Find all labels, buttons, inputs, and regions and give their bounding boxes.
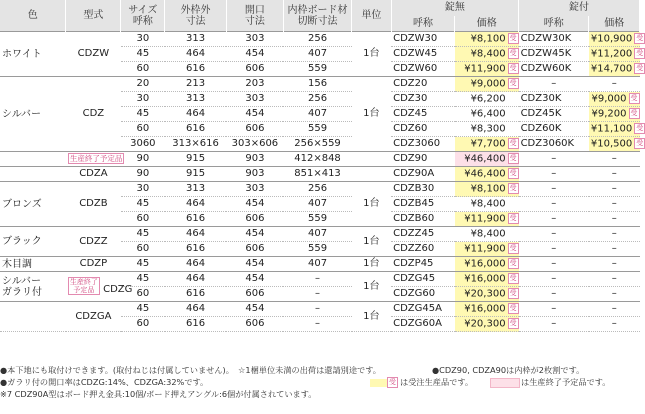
nolock-price: ¥16,000	[464, 303, 506, 315]
cut-cell: 559	[283, 242, 351, 257]
withlock-code-cell: –	[519, 302, 589, 317]
outer-cell: 313×616	[165, 137, 227, 152]
made-to-order-icon: 受	[630, 108, 638, 117]
nolock-price-cell	[455, 167, 519, 182]
withlock-code-cell: CDZ45K	[519, 107, 589, 122]
discontinued-tag: 生産終了予定品	[69, 154, 123, 163]
size-cell: 45	[121, 47, 165, 62]
header-unit: 単位	[352, 0, 392, 32]
withlock-code-cell: CDZW45K	[519, 47, 589, 62]
made-to-order-icon: 受	[509, 78, 517, 87]
nolock-price: ¥8,400	[470, 198, 506, 210]
nolock-price-cell	[455, 92, 519, 107]
outer-cell: 213	[165, 77, 227, 92]
nolock-price-cell	[455, 272, 519, 287]
header-cut	[283, 0, 351, 32]
size-cell: 45	[121, 302, 165, 317]
size-cell: 60	[121, 122, 165, 137]
note-line-1: ●本下地にも取付けできます。(取付ねじは付属していません)。 ☆1梱単位未満の出荷は還請別途です。	[0, 365, 381, 375]
legend-yellow-text: は受注生産品です。	[400, 377, 474, 387]
outer-cell: 464	[165, 197, 227, 212]
note-line-3: ※7 CDZ90A型はボード押え金具:10個/ボード押えアングル:6個が付属されています。	[0, 389, 317, 399]
table-row	[0, 167, 640, 182]
outer-cell: 464	[165, 302, 227, 317]
model-cell	[66, 167, 121, 182]
outer-cell: 464	[165, 107, 227, 122]
cut-cell: 559	[283, 212, 351, 227]
color-label: ブロンズ	[2, 198, 42, 210]
cut-cell: 559	[283, 122, 351, 137]
nolock-price-cell	[455, 197, 519, 212]
nolock-price-cell	[455, 242, 519, 257]
header-size	[121, 0, 165, 32]
opening-cell: 606	[226, 287, 283, 302]
made-to-order-icon: 受	[630, 93, 638, 102]
nolock-code-cell: CDZ60	[391, 122, 455, 137]
note-row-3	[0, 388, 640, 400]
withlock-price-cell	[589, 47, 644, 62]
nolock-code-cell: CDZ90A	[391, 167, 455, 182]
nolock-price: ¥16,000	[464, 273, 506, 285]
header-nolock-price: 価格	[455, 16, 519, 32]
model-cell	[66, 227, 121, 257]
nolock-price-cell	[455, 152, 519, 167]
model-cell	[66, 152, 121, 167]
withlock-price-cell	[589, 107, 640, 122]
nolock-price: ¥6,200	[470, 93, 506, 105]
withlock-code-cell: –	[519, 152, 589, 167]
opening-cell: 454	[226, 227, 283, 242]
opening-cell: 303×606	[226, 137, 283, 152]
outer-cell: 464	[165, 257, 227, 272]
note-row-1	[0, 364, 640, 376]
outer-cell: 313	[165, 92, 227, 107]
withlock-price-cell: –	[589, 287, 640, 302]
header-opening-text: 開口 寸法	[244, 4, 265, 27]
nolock-price: ¥11,900	[464, 243, 506, 255]
nolock-price: ¥20,300	[464, 288, 506, 300]
header-withlock: 錠付	[519, 0, 640, 16]
opening-cell: 454	[226, 302, 283, 317]
nolock-price-cell	[455, 227, 519, 242]
cut-cell: 407	[283, 257, 351, 272]
model-cell	[66, 182, 121, 227]
withlock-code-cell: –	[519, 197, 589, 212]
made-to-order-icon: 受	[509, 288, 517, 297]
nolock-price: ¥8,100	[470, 183, 506, 195]
nolock-price: ¥46,400	[464, 168, 506, 180]
withlock-code-cell: CDZ60K	[519, 122, 589, 137]
table-row	[0, 77, 640, 92]
nolock-price: ¥8,400	[470, 228, 506, 240]
nolock-price-cell	[455, 62, 519, 77]
outer-cell: 313	[165, 182, 227, 197]
withlock-price-cell: –	[589, 152, 640, 167]
color-cell	[0, 152, 66, 167]
withlock-code-cell: CDZ30K	[519, 92, 589, 107]
note-line-2: ●ガラリ付の開口率はCDZG:14%、CDZGA:32%です。	[0, 377, 209, 387]
size-cell: 20	[121, 77, 165, 92]
color-label: シルバー ガラリ付	[2, 275, 42, 298]
model-cell	[66, 32, 121, 77]
cut-cell: 412×848	[283, 152, 351, 167]
nolock-price-cell	[455, 287, 519, 302]
nolock-code-cell: CDZP45	[391, 257, 455, 272]
withlock-price: ¥11,100	[590, 123, 633, 135]
model-label: CDZW	[77, 48, 110, 59]
size-cell: 45	[121, 107, 165, 122]
unit-cell: 1台	[352, 227, 392, 257]
opening-cell: 303	[226, 32, 283, 47]
nolock-price-cell	[455, 317, 519, 332]
made-to-order-icon: 受	[509, 213, 517, 222]
legend-yellow	[370, 376, 473, 388]
nolock-price: ¥9,000	[470, 78, 506, 90]
made-to-order-icon: 受	[509, 183, 517, 192]
unit-cell: 1台	[352, 32, 392, 77]
outer-cell: 616	[165, 317, 227, 332]
outer-cell: 915	[165, 152, 227, 167]
opening-cell: 203	[226, 77, 283, 92]
withlock-price: ¥9,000	[591, 93, 627, 105]
withlock-code-cell: –	[519, 257, 589, 272]
withlock-code-cell: –	[519, 317, 589, 332]
made-to-order-icon: 受	[509, 63, 517, 72]
cut-cell: 156	[283, 77, 351, 92]
note-row-2	[0, 376, 640, 388]
nolock-code-cell: CDZ90	[391, 152, 455, 167]
model-cell	[66, 257, 121, 272]
header-size-text: サイズ 呼称	[128, 4, 158, 27]
cut-cell: –	[283, 272, 351, 287]
opening-cell: 454	[226, 257, 283, 272]
made-to-order-icon: 受	[509, 138, 517, 147]
made-to-order-icon: 受	[509, 273, 517, 282]
outer-cell: 616	[165, 122, 227, 137]
outer-cell: 915	[165, 167, 227, 182]
color-cell	[0, 272, 66, 302]
made-to-order-icon: 受	[636, 33, 644, 42]
nolock-price-cell	[455, 257, 519, 272]
nolock-code-cell: CDZW30	[391, 32, 455, 47]
opening-cell: 606	[226, 212, 283, 227]
table-row	[0, 227, 640, 242]
opening-cell: 606	[226, 242, 283, 257]
withlock-price-cell: –	[589, 197, 640, 212]
cut-cell: –	[283, 317, 351, 332]
header-nolock: 錠無	[391, 0, 518, 16]
outer-cell: 313	[165, 32, 227, 47]
opening-cell: 606	[226, 317, 283, 332]
size-cell: 30	[121, 182, 165, 197]
made-to-order-icon: 受	[509, 48, 517, 57]
nolock-price-cell	[455, 77, 519, 92]
unit-cell	[352, 167, 392, 182]
model-label: CDZ	[82, 108, 105, 119]
withlock-code-cell: CDZ3060K	[519, 137, 589, 152]
withlock-price-cell	[589, 32, 644, 47]
cut-cell: 256	[283, 32, 351, 47]
withlock-code-cell: –	[519, 227, 589, 242]
opening-cell: 454	[226, 197, 283, 212]
outer-cell: 616	[165, 287, 227, 302]
note-line-1-right: ●CDZ90, CDZA90は内枠が2枚割です。	[432, 365, 585, 375]
discontinued-tag: 生産終了 予定品	[69, 278, 98, 294]
withlock-price-cell: –	[589, 302, 640, 317]
nolock-code-cell: CDZZ60	[391, 242, 455, 257]
withlock-price-cell: –	[589, 242, 640, 257]
made-to-order-icon: 受	[636, 63, 644, 72]
color-cell	[0, 167, 66, 182]
made-to-order-icon: 受	[509, 318, 517, 327]
withlock-price: ¥14,700	[590, 63, 633, 75]
nolock-code-cell: CDZW60	[391, 62, 455, 77]
nolock-price-cell	[455, 137, 519, 152]
model-label: CDZGA	[75, 310, 112, 322]
nolock-code-cell: CDZ45	[391, 107, 455, 122]
opening-cell: 606	[226, 62, 283, 77]
header-withlock-price: 価格	[589, 16, 640, 32]
withlock-price-cell: –	[589, 272, 640, 287]
nolock-price-cell	[455, 212, 519, 227]
cut-cell: –	[283, 287, 351, 302]
unit-cell: 1台	[352, 182, 392, 227]
size-cell: 60	[121, 212, 165, 227]
nolock-price: ¥20,300	[464, 318, 506, 330]
nolock-price-cell	[455, 107, 519, 122]
outer-cell: 616	[165, 62, 227, 77]
color-label: ブラック	[2, 236, 42, 247]
outer-cell: 464	[165, 227, 227, 242]
nolock-price: ¥11,900	[464, 63, 506, 75]
table-row	[0, 152, 640, 167]
legend-pink-text: は生産終了予定品です。	[521, 377, 611, 387]
opening-cell: 303	[226, 92, 283, 107]
made-to-order-icon: 受	[509, 168, 517, 177]
table-row	[0, 182, 640, 197]
withlock-price-cell	[589, 62, 644, 77]
nolock-code-cell: CDZB45	[391, 197, 455, 212]
nolock-price-cell	[455, 302, 519, 317]
nolock-code-cell: CDZ20	[391, 77, 455, 92]
header-outer	[165, 0, 227, 32]
made-to-order-icon: 受	[509, 258, 517, 267]
color-cell	[0, 227, 66, 257]
withlock-code-cell: CDZW30K	[519, 32, 589, 47]
size-cell: 30	[121, 92, 165, 107]
color-label: シルバー	[2, 108, 42, 120]
header-model: 型式	[66, 0, 121, 32]
cut-cell: 851×413	[283, 167, 351, 182]
color-cell	[0, 257, 66, 272]
model-label: CDZZ	[79, 235, 108, 247]
header-withlock-code: 呼称	[519, 16, 589, 32]
header-cut-text: 内枠ボード材 切断寸法	[287, 4, 348, 27]
opening-cell: 606	[226, 122, 283, 137]
cut-cell: 559	[283, 62, 351, 77]
size-cell: 3060	[121, 137, 165, 152]
withlock-price-cell	[589, 122, 644, 137]
spec-table-body	[0, 32, 644, 332]
nolock-code-cell: CDZG45	[391, 272, 455, 287]
unit-cell: 1台	[352, 272, 392, 302]
notes	[0, 364, 640, 400]
model-label: CDZA	[79, 168, 108, 179]
table-row	[0, 272, 640, 287]
made-to-order-icon: 受	[509, 243, 517, 252]
nolock-code-cell: CDZG45A	[391, 302, 455, 317]
nolock-price: ¥46,400	[464, 153, 506, 165]
nolock-price: ¥8,300	[470, 123, 506, 135]
withlock-code-cell: –	[519, 167, 589, 182]
color-label: 木目調	[2, 258, 32, 270]
size-cell: 45	[121, 272, 165, 287]
legend-pink-swatch	[490, 378, 520, 388]
cut-cell: 407	[283, 197, 351, 212]
withlock-code-cell: –	[519, 182, 589, 197]
nolock-price-cell	[455, 122, 519, 137]
withlock-code-cell: –	[519, 242, 589, 257]
outer-cell: 616	[165, 212, 227, 227]
withlock-price-cell	[589, 92, 640, 107]
size-cell: 45	[121, 227, 165, 242]
opening-cell: 454	[226, 272, 283, 287]
opening-cell: 303	[226, 182, 283, 197]
withlock-price: ¥10,500	[590, 138, 633, 150]
opening-cell: 454	[226, 47, 283, 62]
withlock-price: ¥9,200	[591, 108, 627, 120]
color-cell	[0, 302, 66, 332]
unit-cell: 1台	[352, 77, 392, 152]
made-to-order-icon: 受	[636, 123, 644, 132]
withlock-price-cell: –	[589, 182, 640, 197]
made-to-order-icon: 受	[636, 48, 644, 57]
nolock-price: ¥8,100	[470, 33, 506, 45]
withlock-price-cell: –	[589, 212, 640, 227]
header-color: 色	[0, 0, 66, 32]
model-cell	[66, 77, 121, 152]
nolock-price: ¥7,700	[470, 138, 506, 150]
cut-cell: 407	[283, 227, 351, 242]
withlock-code-cell: –	[519, 272, 589, 287]
withlock-price-cell: –	[589, 317, 640, 332]
cut-cell: –	[283, 302, 351, 317]
model-cell	[66, 272, 133, 302]
nolock-price: ¥16,000	[464, 258, 506, 270]
size-cell: 90	[121, 167, 165, 182]
cut-cell: 256	[283, 92, 351, 107]
nolock-code-cell: CDZ3060	[391, 137, 455, 152]
withlock-price-cell: –	[589, 167, 640, 182]
withlock-code-cell: –	[519, 77, 589, 92]
withlock-code-cell: CDZW60K	[519, 62, 589, 77]
made-to-order-icon: 受	[509, 33, 517, 42]
size-cell: 45	[121, 257, 165, 272]
size-cell: 60	[121, 287, 165, 302]
nolock-code-cell: CDZG60A	[391, 317, 455, 332]
unit-cell	[352, 152, 392, 167]
size-cell: 30	[121, 32, 165, 47]
unit-cell: 1台	[352, 257, 392, 272]
nolock-code-cell: CDZZ45	[391, 227, 455, 242]
withlock-price-cell: –	[589, 257, 640, 272]
withlock-price: ¥11,200	[590, 48, 633, 60]
legend-pink	[490, 376, 610, 388]
made-to-order-icon: 受	[636, 138, 644, 147]
withlock-code-cell: –	[519, 287, 589, 302]
withlock-price-cell: –	[589, 77, 640, 92]
cut-cell: 256	[283, 182, 351, 197]
outer-cell: 616	[165, 242, 227, 257]
nolock-code-cell: CDZ30	[391, 92, 455, 107]
color-label: ホワイト	[2, 48, 42, 60]
withlock-price-cell	[589, 137, 644, 152]
nolock-code-cell: CDZB30	[391, 182, 455, 197]
outer-cell: 464	[165, 47, 227, 62]
cut-cell: 407	[283, 107, 351, 122]
unit-cell: 1台	[352, 302, 392, 332]
table-row	[0, 32, 640, 47]
model-label: CDZP	[79, 258, 108, 269]
nolock-code-cell: CDZW45	[391, 47, 455, 62]
header-outer-text: 外枠外 寸法	[180, 4, 211, 27]
color-cell	[0, 32, 66, 77]
header-nolock-code: 呼称	[391, 16, 455, 32]
nolock-price: ¥8,400	[470, 48, 506, 60]
table-row	[0, 302, 640, 317]
withlock-price: ¥10,900	[590, 33, 633, 45]
opening-cell: 903	[226, 152, 283, 167]
cut-cell: 256×559	[283, 137, 351, 152]
withlock-price-cell: –	[589, 227, 640, 242]
header-opening	[226, 0, 283, 32]
outer-cell: 464	[165, 272, 227, 287]
size-cell: 60	[121, 317, 165, 332]
table-row	[0, 257, 640, 272]
made-to-order-icon: 受	[509, 153, 517, 162]
size-cell: 45	[121, 197, 165, 212]
legend-mark-icon: 受	[389, 378, 396, 386]
opening-cell: 903	[226, 167, 283, 182]
nolock-price: ¥11,900	[464, 213, 506, 225]
model-cell	[66, 302, 121, 332]
model-label: CDZG	[103, 284, 133, 295]
nolock-code-cell: CDZB60	[391, 212, 455, 227]
opening-cell: 454	[226, 107, 283, 122]
size-cell: 60	[121, 62, 165, 77]
color-cell	[0, 77, 66, 152]
model-label: CDZB	[79, 198, 108, 209]
cut-cell: 407	[283, 47, 351, 62]
made-to-order-icon: 受	[509, 303, 517, 312]
nolock-code-cell: CDZG60	[391, 287, 455, 302]
size-cell: 60	[121, 242, 165, 257]
color-cell	[0, 182, 66, 227]
nolock-price-cell	[455, 32, 519, 47]
nolock-price-cell	[455, 47, 519, 62]
withlock-code-cell: –	[519, 212, 589, 227]
size-cell: 90	[121, 152, 165, 167]
nolock-price: ¥6,400	[470, 108, 506, 120]
nolock-price-cell	[455, 182, 519, 197]
